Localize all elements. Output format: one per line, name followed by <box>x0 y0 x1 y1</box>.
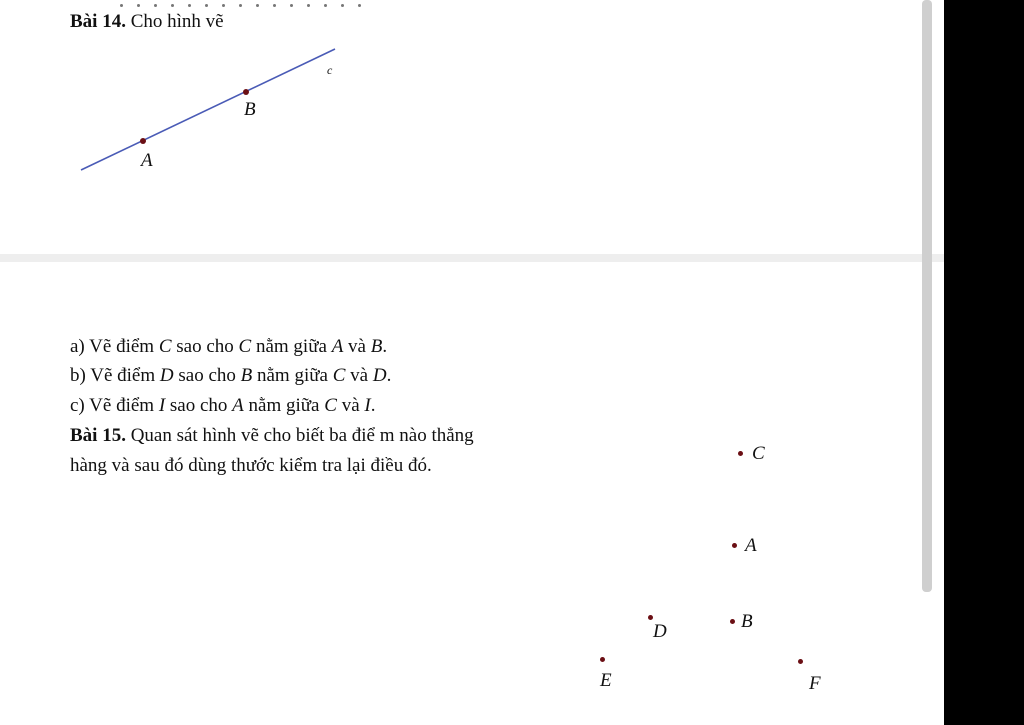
point-A-dot <box>140 138 146 144</box>
label-A: A <box>141 150 153 171</box>
label-point-C: C <box>752 443 765 464</box>
line-c <box>81 49 335 170</box>
point-B2-dot <box>730 619 735 624</box>
label-point-E: E <box>600 670 612 691</box>
task-b: b) Vẽ điểm D sao cho B nằm giữa C và D. <box>70 365 392 386</box>
point-D-dot <box>648 615 653 620</box>
point-C-dot <box>738 451 743 456</box>
label-point-A: A <box>745 535 757 556</box>
label-B: B <box>244 99 256 120</box>
bai14-figure <box>0 0 400 200</box>
point-F-dot <box>798 659 803 664</box>
point-B-dot <box>243 89 249 95</box>
bai15-line2: hàng và sau đó dùng thước kiểm tra lại điều đó. <box>70 455 432 476</box>
bai14-text: Cho hình vẽ <box>125 11 224 32</box>
label-point-F: F <box>809 673 821 694</box>
bai15-label: Bài 15. <box>70 425 126 446</box>
task-a: a) Vẽ điểm C sao cho C nằm giữa A và B. <box>70 336 388 357</box>
vertical-scrollbar[interactable] <box>922 0 932 592</box>
label-c: c <box>327 63 333 77</box>
bai14-label: Bài 14. <box>70 11 126 32</box>
point-E-dot <box>600 657 605 662</box>
page-break-band <box>0 254 944 262</box>
label-point-B: B <box>741 611 753 632</box>
task-c: c) Vẽ điểm I sao cho A nằm giữa C và I. <box>70 395 376 416</box>
point-A2-dot <box>732 543 737 548</box>
bai15-line1: Bài 15. Quan sát hình vẽ cho biết ba điể m nào thẳng <box>70 425 474 446</box>
label-point-D: D <box>653 621 667 642</box>
dark-side-panel <box>944 0 1024 725</box>
